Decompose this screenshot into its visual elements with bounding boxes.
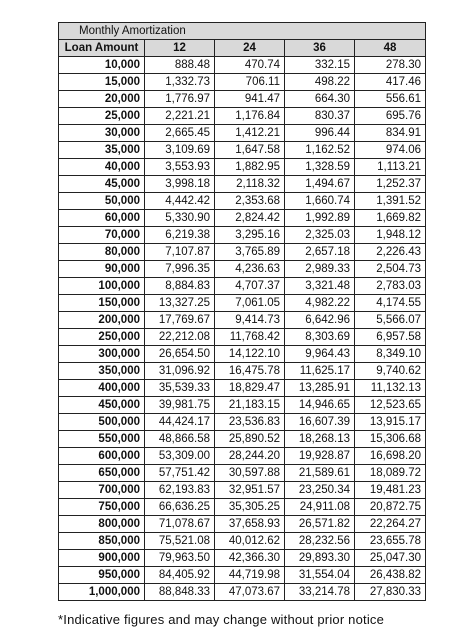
table-row: [59, 346, 426, 363]
table-row: [59, 380, 426, 397]
table-row: [59, 431, 426, 448]
payment-cell: 84,405.92: [145, 567, 215, 584]
loan-amount-cell: 550,000: [59, 431, 145, 448]
payment-cell: 11,132.13: [355, 380, 426, 397]
payment-cell: 5,566.07: [355, 312, 426, 329]
payment-cell: 42,366.30: [215, 550, 285, 567]
payment-cell: 1,660.74: [285, 193, 355, 210]
amortization-table: [58, 22, 426, 601]
payment-cell: 23,250.34: [285, 482, 355, 499]
payment-cell: 88,848.33: [145, 584, 215, 601]
payment-cell: 1,494.67: [285, 176, 355, 193]
payment-cell: 18,089.72: [355, 465, 426, 482]
payment-cell: 8,884.83: [145, 278, 215, 295]
payment-cell: 79,963.50: [145, 550, 215, 567]
payment-cell: 8,349.10: [355, 346, 426, 363]
payment-cell: 834.91: [355, 125, 426, 142]
payment-cell: 19,928.87: [285, 448, 355, 465]
payment-cell: 48,866.58: [145, 431, 215, 448]
payment-cell: 9,740.62: [355, 363, 426, 380]
table-row: [59, 108, 426, 125]
payment-cell: 11,768.42: [215, 329, 285, 346]
loan-amount-cell: 70,000: [59, 227, 145, 244]
table-caption-row: [59, 23, 426, 40]
table-row: [59, 329, 426, 346]
table-row: [59, 159, 426, 176]
loan-amount-cell: 100,000: [59, 278, 145, 295]
payment-cell: 13,327.25: [145, 295, 215, 312]
table-row: [59, 448, 426, 465]
loan-amount-cell: 850,000: [59, 533, 145, 550]
table-row: [59, 363, 426, 380]
payment-cell: 3,765.89: [215, 244, 285, 261]
payment-cell: 20,872.75: [355, 499, 426, 516]
payment-cell: 1,113.21: [355, 159, 426, 176]
payment-cell: 4,174.55: [355, 295, 426, 312]
payment-cell: 26,438.82: [355, 567, 426, 584]
table-row: [59, 244, 426, 261]
payment-cell: 830.37: [285, 108, 355, 125]
payment-cell: 7,061.05: [215, 295, 285, 312]
payment-cell: 11,625.17: [285, 363, 355, 380]
table-row: [59, 91, 426, 108]
payment-cell: 6,642.96: [285, 312, 355, 329]
amortization-table-container: [58, 22, 425, 601]
payment-cell: 19,481.23: [355, 482, 426, 499]
payment-cell: 66,636.25: [145, 499, 215, 516]
payment-cell: 3,109.69: [145, 142, 215, 159]
payment-cell: 27,830.33: [355, 584, 426, 601]
payment-cell: 332.15: [285, 57, 355, 74]
loan-amount-cell: 900,000: [59, 550, 145, 567]
loan-amount-cell: 200,000: [59, 312, 145, 329]
payment-cell: 1,992.89: [285, 210, 355, 227]
payment-cell: 1,328.59: [285, 159, 355, 176]
payment-cell: 21,183.15: [215, 397, 285, 414]
payment-cell: 7,107.87: [145, 244, 215, 261]
payment-cell: 498.22: [285, 74, 355, 91]
payment-cell: 71,078.67: [145, 516, 215, 533]
payment-cell: 2,783.03: [355, 278, 426, 295]
loan-amount-cell: 40,000: [59, 159, 145, 176]
header-term-24: 24: [215, 40, 285, 57]
loan-amount-cell: 300,000: [59, 346, 145, 363]
payment-cell: 1,669.82: [355, 210, 426, 227]
payment-cell: 278.30: [355, 57, 426, 74]
table-row: [59, 142, 426, 159]
table-row: [59, 567, 426, 584]
payment-cell: 25,047.30: [355, 550, 426, 567]
payment-cell: 7,996.35: [145, 261, 215, 278]
payment-cell: 26,654.50: [145, 346, 215, 363]
loan-amount-cell: 15,000: [59, 74, 145, 91]
payment-cell: 1,776.97: [145, 91, 215, 108]
payment-cell: 2,353.68: [215, 193, 285, 210]
payment-cell: 35,305.25: [215, 499, 285, 516]
payment-cell: 3,321.48: [285, 278, 355, 295]
table-row: [59, 550, 426, 567]
table-row: [59, 193, 426, 210]
payment-cell: 706.11: [215, 74, 285, 91]
loan-amount-cell: 650,000: [59, 465, 145, 482]
table-row: [59, 499, 426, 516]
payment-cell: 21,589.61: [285, 465, 355, 482]
loan-amount-cell: 150,000: [59, 295, 145, 312]
payment-cell: 1,948.12: [355, 227, 426, 244]
loan-amount-cell: 600,000: [59, 448, 145, 465]
payment-cell: 24,911.08: [285, 499, 355, 516]
payment-cell: 9,964.43: [285, 346, 355, 363]
payment-cell: 53,309.00: [145, 448, 215, 465]
table-body: [59, 57, 426, 601]
loan-amount-cell: 30,000: [59, 125, 145, 142]
payment-cell: 17,769.67: [145, 312, 215, 329]
payment-cell: 22,264.27: [355, 516, 426, 533]
payment-cell: 18,829.47: [215, 380, 285, 397]
loan-amount-cell: 80,000: [59, 244, 145, 261]
payment-cell: 5,330.90: [145, 210, 215, 227]
payment-cell: 26,571.82: [285, 516, 355, 533]
payment-cell: 57,751.42: [145, 465, 215, 482]
payment-cell: 2,226.43: [355, 244, 426, 261]
payment-cell: 13,285.91: [285, 380, 355, 397]
payment-cell: 4,236.63: [215, 261, 285, 278]
loan-amount-cell: 450,000: [59, 397, 145, 414]
payment-cell: 40,012.62: [215, 533, 285, 550]
payment-cell: 664.30: [285, 91, 355, 108]
table-row: [59, 261, 426, 278]
loan-amount-cell: 90,000: [59, 261, 145, 278]
loan-amount-cell: 10,000: [59, 57, 145, 74]
payment-cell: 30,597.88: [215, 465, 285, 482]
payment-cell: 1,391.52: [355, 193, 426, 210]
header-term-48: 48: [355, 40, 426, 57]
payment-cell: 2,504.73: [355, 261, 426, 278]
payment-cell: 888.48: [145, 57, 215, 74]
loan-amount-cell: 20,000: [59, 91, 145, 108]
table-row: [59, 465, 426, 482]
payment-cell: 2,989.33: [285, 261, 355, 278]
header-loan-amount: Loan Amount: [59, 40, 145, 57]
loan-amount-cell: 800,000: [59, 516, 145, 533]
payment-cell: 32,951.57: [215, 482, 285, 499]
table-row: [59, 312, 426, 329]
payment-cell: 1,412.21: [215, 125, 285, 142]
payment-cell: 8,303.69: [285, 329, 355, 346]
payment-cell: 1,162.52: [285, 142, 355, 159]
loan-amount-cell: 950,000: [59, 567, 145, 584]
payment-cell: 16,475.78: [215, 363, 285, 380]
payment-cell: 1,176.84: [215, 108, 285, 125]
payment-cell: 25,890.52: [215, 431, 285, 448]
loan-amount-cell: 350,000: [59, 363, 145, 380]
payment-cell: 3,998.18: [145, 176, 215, 193]
table-row: [59, 57, 426, 74]
loan-amount-cell: 250,000: [59, 329, 145, 346]
table-row: [59, 210, 426, 227]
table-header-row: [59, 40, 426, 57]
payment-cell: 47,073.67: [215, 584, 285, 601]
payment-cell: 23,655.78: [355, 533, 426, 550]
payment-cell: 417.46: [355, 74, 426, 91]
payment-cell: 39,981.75: [145, 397, 215, 414]
payment-cell: 9,414.73: [215, 312, 285, 329]
header-term-12: 12: [145, 40, 215, 57]
payment-cell: 6,219.38: [145, 227, 215, 244]
payment-cell: 14,946.65: [285, 397, 355, 414]
payment-cell: 15,306.68: [355, 431, 426, 448]
payment-cell: 1,252.37: [355, 176, 426, 193]
payment-cell: 12,523.65: [355, 397, 426, 414]
payment-cell: 996.44: [285, 125, 355, 142]
payment-cell: 4,707.37: [215, 278, 285, 295]
payment-cell: 1,332.73: [145, 74, 215, 91]
payment-cell: 37,658.93: [215, 516, 285, 533]
payment-cell: 4,982.22: [285, 295, 355, 312]
payment-cell: 2,657.18: [285, 244, 355, 261]
payment-cell: 974.06: [355, 142, 426, 159]
payment-cell: 556.61: [355, 91, 426, 108]
payment-cell: 44,719.98: [215, 567, 285, 584]
table-title: Monthly Amortization: [59, 23, 426, 40]
loan-amount-cell: 500,000: [59, 414, 145, 431]
payment-cell: 33,214.78: [285, 584, 355, 601]
loan-amount-cell: 35,000: [59, 142, 145, 159]
payment-cell: 941.47: [215, 91, 285, 108]
table-row: [59, 176, 426, 193]
payment-cell: 2,665.45: [145, 125, 215, 142]
payment-cell: 31,096.92: [145, 363, 215, 380]
payment-cell: 35,539.33: [145, 380, 215, 397]
table-row: [59, 414, 426, 431]
loan-amount-cell: 400,000: [59, 380, 145, 397]
payment-cell: 6,957.58: [355, 329, 426, 346]
loan-amount-cell: 700,000: [59, 482, 145, 499]
payment-cell: 22,212.08: [145, 329, 215, 346]
header-term-36: 36: [285, 40, 355, 57]
payment-cell: 695.76: [355, 108, 426, 125]
table-row: [59, 533, 426, 550]
payment-cell: 28,244.20: [215, 448, 285, 465]
payment-cell: 28,232.56: [285, 533, 355, 550]
payment-cell: 29,893.30: [285, 550, 355, 567]
payment-cell: 16,698.20: [355, 448, 426, 465]
table-row: [59, 584, 426, 601]
loan-amount-cell: 750,000: [59, 499, 145, 516]
payment-cell: 2,221.21: [145, 108, 215, 125]
payment-cell: 4,442.42: [145, 193, 215, 210]
disclaimer-footnote: *Indicative figures and may change without prior notice: [58, 612, 385, 627]
loan-amount-cell: 45,000: [59, 176, 145, 193]
loan-amount-cell: 1,000,000: [59, 584, 145, 601]
loan-amount-cell: 50,000: [59, 193, 145, 210]
payment-cell: 470.74: [215, 57, 285, 74]
payment-cell: 1,647.58: [215, 142, 285, 159]
table-row: [59, 516, 426, 533]
payment-cell: 1,882.95: [215, 159, 285, 176]
table-row: [59, 227, 426, 244]
payment-cell: 3,295.16: [215, 227, 285, 244]
payment-cell: 23,536.83: [215, 414, 285, 431]
payment-cell: 62,193.83: [145, 482, 215, 499]
payment-cell: 75,521.08: [145, 533, 215, 550]
payment-cell: 16,607.39: [285, 414, 355, 431]
table-row: [59, 125, 426, 142]
loan-amount-cell: 60,000: [59, 210, 145, 227]
payment-cell: 14,122.10: [215, 346, 285, 363]
payment-cell: 2,325.03: [285, 227, 355, 244]
table-row: [59, 295, 426, 312]
payment-cell: 3,553.93: [145, 159, 215, 176]
table-row: [59, 482, 426, 499]
payment-cell: 18,268.13: [285, 431, 355, 448]
payment-cell: 44,424.17: [145, 414, 215, 431]
payment-cell: 2,824.42: [215, 210, 285, 227]
table-row: [59, 74, 426, 91]
table-row: [59, 397, 426, 414]
payment-cell: 2,118.32: [215, 176, 285, 193]
loan-amount-cell: 25,000: [59, 108, 145, 125]
payment-cell: 31,554.04: [285, 567, 355, 584]
payment-cell: 13,915.17: [355, 414, 426, 431]
table-row: [59, 278, 426, 295]
